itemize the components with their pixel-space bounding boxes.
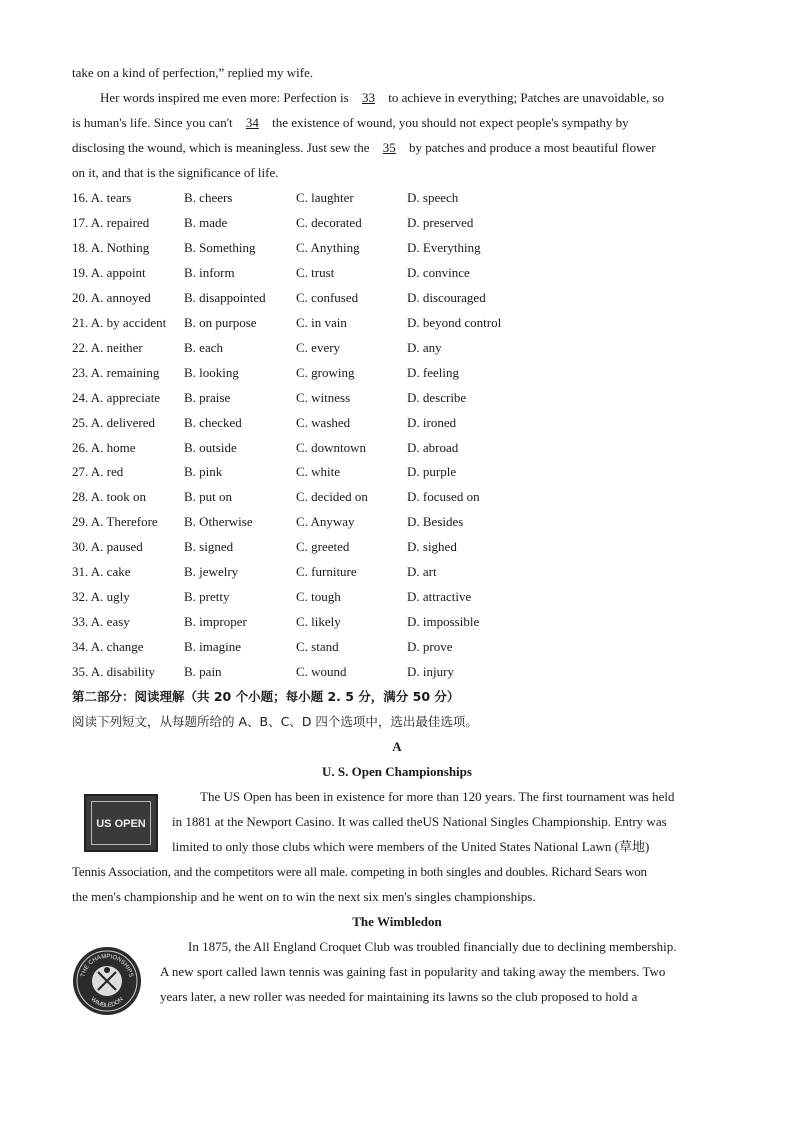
option-a: 24. A. appreciate [72, 389, 161, 405]
option-c: C. downtown [296, 439, 367, 455]
option-a: 16. A. tears [72, 190, 132, 205]
question-row [72, 538, 732, 556]
option-a: 35. A. disability [72, 664, 156, 680]
option-a: 31. A. cake [72, 564, 131, 580]
usopen-line: in 1881 at the Newport Casino. It was called theUS National Singles Championship. Entry was [172, 814, 667, 829]
option-c: C. in vain [296, 314, 347, 330]
option-a: 21. A. by accident [72, 314, 167, 330]
option-c: C. trust [296, 264, 335, 280]
wimbledon-line: years later, a new roller was needed for maintaining its lawns so the club proposed to hold a [160, 989, 638, 1004]
question-row [72, 364, 732, 382]
usopen-line: limited to only those clubs which were members of the United States National Lawn (草地) [172, 839, 650, 854]
option-d: D. beyond control [407, 314, 502, 330]
option-a: 32. A. ugly [72, 589, 130, 605]
option-c: C. every [296, 339, 341, 355]
passage-text: the existence of wound, you should not expect people's sympathy by [272, 115, 629, 130]
option-c: C. wound [296, 664, 347, 680]
passage-line [72, 139, 656, 157]
passage-letter: A [392, 739, 402, 754]
option-b: B. disappointed [184, 289, 266, 305]
question-row [72, 289, 732, 307]
passage-text: disclosing the wound, which is meaningless. Just sew the [72, 140, 370, 155]
section-instruction: 阅读下列短文，从每题所给的 A、B、C、D 四个选项中，选出最佳选项。 [72, 714, 478, 729]
option-a: 27. A. red [72, 464, 124, 480]
option-c: C. tough [296, 589, 341, 605]
option-c: C. white [296, 464, 341, 480]
option-d: D. discouraged [407, 289, 486, 305]
usopen-title: U. S. Open Championships [322, 764, 472, 779]
wimbledon-logo-bottom-text: WIMBLEDON [89, 996, 125, 1010]
option-b: B. jewelry [184, 564, 239, 580]
question-row [72, 264, 732, 282]
option-b: B. cheers [184, 190, 233, 205]
option-b: B. pain [184, 664, 222, 680]
blank-34: 34 [245, 115, 259, 130]
option-b: B. imagine [184, 639, 242, 655]
option-c: C. likely [296, 614, 341, 630]
option-b: B. on purpose [184, 314, 257, 330]
usopen-line: Tennis Association, and the competitors were all male. competing in both singles and doubles. Richard Sears won [72, 864, 647, 879]
option-d: D. Everything [407, 239, 481, 255]
question-row [72, 613, 732, 631]
section-heading: 第二部分：阅读理解（共 20 个小题；每小题 2. 5 分，满分 50 分） [72, 689, 460, 704]
passage-text: Her words inspired me even more: Perfection is [100, 90, 349, 105]
option-d: D. art [407, 564, 437, 580]
option-d: D. preserved [407, 214, 474, 230]
passage-text: to achieve in everything; Patches are unavoidable, so [388, 90, 665, 105]
option-d: D. describe [407, 389, 467, 405]
option-d: D. Besides [407, 514, 464, 530]
option-d: D. feeling [407, 364, 459, 380]
passage-line [100, 89, 664, 107]
passage-line: take on a kind of perfection,” replied my wife. [72, 65, 314, 80]
option-c: C. Anything [296, 239, 360, 255]
usopen-line: the men's championship and he went on to win the next six men's singles championships. [72, 889, 536, 904]
wimbledon-logo [72, 946, 142, 1016]
option-d: D. impossible [407, 614, 480, 630]
option-a: 23. A. remaining [72, 364, 160, 380]
option-d: D. convince [407, 264, 470, 280]
passage-text: is human's life. Since you can't [72, 115, 233, 130]
option-d: D. focused on [407, 489, 480, 505]
option-b: B. made [184, 214, 228, 230]
wimbledon-logo-top-text: THE CHAMPIONSHIPS [80, 953, 134, 978]
wimbledon-line: In 1875, the All England Croquet Club was troubled financially due to declining membership. [188, 939, 677, 954]
option-c: C. Anyway [296, 514, 355, 530]
option-a: 30. A. paused [72, 539, 143, 555]
option-a: 28. A. took on [72, 489, 147, 505]
passage-text: by patches and produce a most beautiful flower [409, 140, 656, 155]
option-a: 22. A. neither [72, 339, 143, 355]
blank-35: 35 [382, 140, 396, 155]
option-c: C. greeted [296, 539, 350, 555]
option-d: D. attractive [407, 589, 472, 605]
option-c: C. furniture [296, 564, 357, 580]
option-c: C. confused [296, 289, 359, 305]
question-row [72, 389, 732, 407]
option-a: 33. A. easy [72, 614, 130, 630]
question-row [72, 439, 732, 457]
option-b: B. inform [184, 264, 235, 280]
option-b: B. pink [184, 464, 223, 480]
option-b: B. put on [184, 489, 233, 505]
option-a: 17. A. repaired [72, 214, 150, 230]
question-row [72, 663, 732, 681]
option-a: 20. A. annoyed [72, 289, 151, 305]
option-c: C. laughter [296, 190, 354, 205]
option-c: C. stand [296, 639, 339, 655]
question-row [72, 314, 732, 332]
us-open-logo [84, 794, 158, 852]
option-b: B. Otherwise [184, 514, 253, 530]
passage-line: on it, and that is the significance of life. [72, 165, 279, 180]
wimbledon-line: A new sport called lawn tennis was gaining fast in popularity and taking away the members. Two [160, 964, 666, 979]
question-row [72, 239, 732, 257]
question-row [72, 563, 732, 581]
question-row [72, 488, 732, 506]
option-a: 25. A. delivered [72, 414, 156, 430]
question-row [72, 513, 732, 531]
option-a: 34. A. change [72, 639, 144, 655]
question-row [72, 638, 732, 656]
option-d: D. any [407, 339, 442, 355]
option-a: 19. A. appoint [72, 264, 146, 280]
option-d: D. sighed [407, 539, 457, 555]
question-row [72, 339, 732, 357]
option-a: 26. A. home [72, 439, 136, 455]
option-b: B. looking [184, 364, 239, 380]
option-b: B. each [184, 339, 223, 355]
option-b: B. praise [184, 389, 231, 405]
option-b: B. pretty [184, 589, 230, 605]
option-c: C. witness [296, 389, 351, 405]
question-row [72, 463, 732, 481]
option-b: B. outside [184, 439, 237, 455]
option-c: C. decorated [296, 214, 362, 230]
question-row [72, 414, 732, 432]
blank-33: 33 [361, 90, 375, 105]
option-a: 29. A. Therefore [72, 514, 158, 530]
option-b: B. signed [184, 539, 234, 555]
option-b: B. Something [184, 239, 256, 255]
option-d: D. speech [407, 190, 459, 205]
usopen-line: The US Open has been in existence for more than 120 years. The first tournament was held [200, 789, 675, 804]
us-open-logo-text: US OPEN [91, 801, 151, 845]
question-row [72, 588, 732, 606]
option-c: C. growing [296, 364, 355, 380]
option-c: C. washed [296, 414, 351, 430]
passage-line [72, 114, 629, 132]
option-a: 18. A. Nothing [72, 239, 150, 255]
option-b: B. improper [184, 614, 247, 630]
wimbledon-title: The Wimbledon [352, 914, 442, 929]
question-row [72, 214, 732, 232]
option-d: D. injury [407, 664, 454, 680]
option-d: D. abroad [407, 439, 459, 455]
option-b: B. checked [184, 414, 242, 430]
option-c: C. decided on [296, 489, 368, 505]
option-d: D. purple [407, 464, 457, 480]
question-row [72, 189, 732, 207]
option-d: D. ironed [407, 414, 457, 430]
option-d: D. prove [407, 639, 453, 655]
